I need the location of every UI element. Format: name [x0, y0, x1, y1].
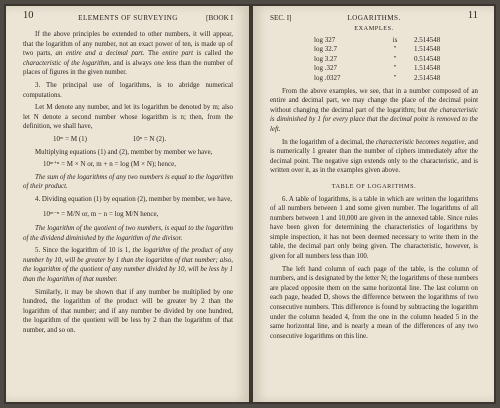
section-label: SEC. I] — [270, 14, 292, 22]
examples-caption: EXAMPLES. — [354, 25, 394, 32]
paragraph-decimal-point: From the above examples, we see, that in a number composed of an entire and decimal part, we may change the place of the decimal point without changing the decimal part of the logarithm; but the characteristic is diminished by 1 for every place that the decimal point is removed to the left. — [270, 87, 478, 133]
right-page — [253, 6, 494, 402]
paragraph-dividing: 4. Dividing equation (1) by equation (2), member by member, we have, — [35, 195, 233, 203]
examples-table — [314, 36, 440, 84]
left-page-header — [23, 10, 233, 27]
table-row: log .327 " 1.514548 — [314, 64, 441, 73]
table-row: log 32.7 " 1.514548 — [314, 45, 441, 54]
formula-quotient: 10ᵐ⁻ⁿ = M/N or, m − n = log M/N hence, — [43, 209, 159, 218]
paragraph-characteristic: If the above principles be extended to other numbers, it will appear, that the logarithm of any number, not an exact power of ten, is made up of two parts, an entire and a decimal part. The entire part is called the characteristic of the logarithm, and is always one less than the number of places of figures in the given number. — [23, 31, 234, 77]
paragraph-hundred: Similarly, it may be shown that if any number be multiplied by one hundred, the logarithm of the product will be greater by 2 than the logarithm of that number; and if any number be divided by one hundred, the logarithm of the quotient will be less by 2 than the logarithm of that number, and so on. — [23, 288, 233, 335]
formula-product: 10ᵐ⁺ⁿ = M × N or, m + n = log (M × N); hence, — [43, 160, 176, 169]
table-row: log 327 is 2.514548 — [314, 35, 441, 44]
book-spread — [4, 4, 496, 404]
running-title: LOGARITHMS. — [347, 14, 401, 22]
paragraph-definitions: Let M denote any number, and let its logarithm be denoted by m; also let N denote a second number whose logarithm is n; then, from the definition, we shall have, — [23, 104, 233, 131]
page-number: 10 — [23, 10, 34, 21]
paragraph-power-of-ten: 5. Since the logarithm of 10 is 1, the logarithm of the product of any number by 10, will be greater by 1 than the logarithm of that number; also, the logarithm of the quotient of any number divided by 10, will be less by 1 than the logarithm of that number. — [23, 247, 234, 284]
page-number: 11 — [467, 10, 478, 21]
table-of-logarithms-heading: TABLE OF LOGARITHMS. — [331, 182, 417, 190]
paragraph-multiplying: Multiplying equations (1) and (2), member by member we have, — [35, 148, 213, 156]
running-title: ELEMENTS OF SURVEYING — [78, 14, 178, 22]
paragraph-table-columns: The left hand column of each page of the table, is the column of numbers, and is designated by the letter N; the logarithms of these numbers are placed opposite them on the same horizontal line. The last column on each page, headed D, shows the difference between the logarithms of two consecutive numbers. This difference is found by subtracting the logarithm under the column headed 4, from the one in the column headed 5 in the same horizontal line, and is nearly a mean of the differences of any two consecutive logarithms on this line. — [270, 265, 479, 340]
book-label: [BOOK I — [206, 14, 233, 22]
table-row: log .0327 " 2.514548 — [314, 73, 441, 82]
paragraph-principal-use: 3. The principal use of logarithms, is to abridge numerical computations. — [23, 81, 233, 99]
right-page-header — [270, 10, 478, 27]
formula-definitions: 10ᵐ = M (1) 10ⁿ = N (2). — [53, 134, 167, 143]
paragraph-table-definition: 6. A table of logarithms, is a table in which are written the logarithms of all numbers between 1 and some given number. The logarithms of all numbers between 1 and 10,000 are given in the annexed table. Since rules have been given for determining the characteristics of logarithms by simple inspection, it has not been deemed necessary to write them in the table, the decimal part only being given. The characteristic, however, is given for all numbers less than 100. — [270, 195, 478, 261]
rule-quotient: The logarithm of the quotient of two numbers, is equal to the logarithm of the dividend diminished by the logarithm of the divisor. — [23, 225, 233, 242]
rule-product: The sum of the logarithms of any two numbers is equal to the logarithm of their product. — [23, 173, 233, 191]
paragraph-negative-characteristic: In the logarithm of a decimal, the characteristic becomes negative, and is numerically 1 greater than the number of ciphers immediately after the decimal point. The negative sign extends only to the characteristic, and is written over it, as in the examples given above. — [270, 138, 478, 175]
left-page — [6, 6, 249, 402]
table-row: log 3.27 " 0.514548 — [314, 54, 441, 63]
